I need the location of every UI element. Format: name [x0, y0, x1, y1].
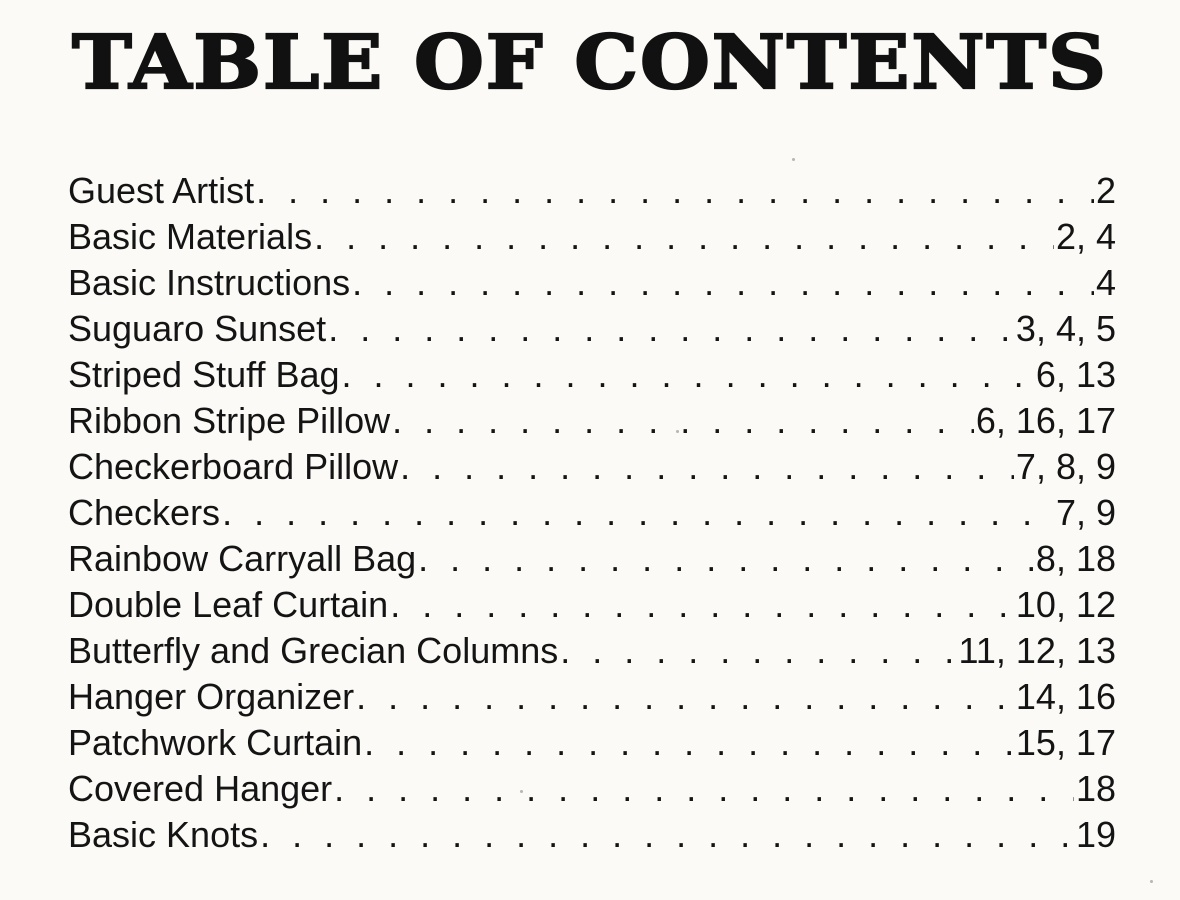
toc-entry-pages: 18	[1075, 768, 1116, 809]
dot-leader	[560, 628, 956, 674]
toc-entry-title: Ribbon Stripe Pillow	[68, 400, 391, 441]
toc-entry	[68, 260, 1116, 306]
dot-leader	[342, 352, 1034, 398]
dot-leader	[352, 260, 1094, 306]
dot-leader	[328, 306, 1014, 352]
toc-entry	[68, 444, 1116, 490]
toc-entry-title: Hanger Organizer	[68, 676, 355, 717]
toc-entry	[68, 582, 1116, 628]
toc-entry-pages: 8, 18	[1035, 538, 1116, 579]
toc-entry-pages: 7, 8, 9	[1015, 446, 1116, 487]
toc-entry-pages: 3, 4, 5	[1015, 308, 1116, 349]
toc-entry-title: Rainbow Carryall Bag	[68, 538, 417, 579]
toc-entry-pages: 2	[1095, 170, 1116, 211]
toc-entry-title: Double Leaf Curtain	[68, 584, 389, 625]
toc-entry	[68, 674, 1116, 720]
page-title: TABLE OF CONTENTS	[72, 18, 1108, 106]
toc-entry-title: Covered Hanger	[68, 768, 333, 809]
toc-entry	[68, 306, 1116, 352]
toc-entry-pages: 19	[1075, 814, 1116, 855]
toc-entry-pages: 7, 9	[1055, 492, 1116, 533]
paper-speck	[792, 158, 795, 161]
toc-entry-title: Checkerboard Pillow	[68, 446, 399, 487]
toc-entry-title: Basic Knots	[68, 814, 259, 855]
dot-leader	[392, 398, 974, 444]
dot-leader	[256, 168, 1094, 214]
toc-entry-title: Suguaro Sunset	[68, 308, 327, 349]
toc-entry-pages: 2, 4	[1055, 216, 1116, 257]
dot-leader	[418, 536, 1034, 582]
toc-entry	[68, 352, 1116, 398]
toc-entry	[68, 490, 1116, 536]
table-of-contents	[68, 168, 1116, 858]
toc-entry	[68, 812, 1116, 858]
toc-entry	[68, 720, 1116, 766]
dot-leader	[390, 582, 1014, 628]
toc-entry	[68, 536, 1116, 582]
toc-entry-pages: 6, 13	[1035, 354, 1116, 395]
toc-entry-pages: 15, 17	[1015, 722, 1116, 763]
toc-entry	[68, 214, 1116, 260]
dot-leader	[364, 720, 1014, 766]
toc-entry-title: Patchwork Curtain	[68, 722, 363, 763]
toc-entry	[68, 766, 1116, 812]
paper-speck	[676, 430, 679, 433]
toc-entry-title: Guest Artist	[68, 170, 255, 211]
toc-entry	[68, 628, 1116, 674]
dot-leader	[400, 444, 1014, 490]
dot-leader	[260, 812, 1074, 858]
toc-entry	[68, 398, 1116, 444]
dot-leader	[334, 766, 1074, 812]
toc-entry-pages: 4	[1095, 262, 1116, 303]
dot-leader	[314, 214, 1054, 260]
toc-entry	[68, 168, 1116, 214]
toc-entry-title: Checkers	[68, 492, 221, 533]
paper-speck	[520, 790, 523, 793]
toc-entry-title: Butterfly and Grecian Columns	[68, 630, 559, 671]
dot-leader	[222, 490, 1054, 536]
toc-entry-title: Striped Stuff Bag	[68, 354, 340, 395]
toc-entry-pages: 11, 12, 13	[958, 630, 1116, 671]
toc-entry-title: Basic Instructions	[68, 262, 351, 303]
toc-entry-title: Basic Materials	[68, 216, 313, 257]
toc-entry-pages: 6, 16, 17	[975, 400, 1116, 441]
dot-leader	[356, 674, 1014, 720]
toc-entry-pages: 14, 16	[1015, 676, 1116, 717]
paper-speck	[1150, 880, 1153, 883]
toc-entry-pages: 10, 12	[1015, 584, 1116, 625]
